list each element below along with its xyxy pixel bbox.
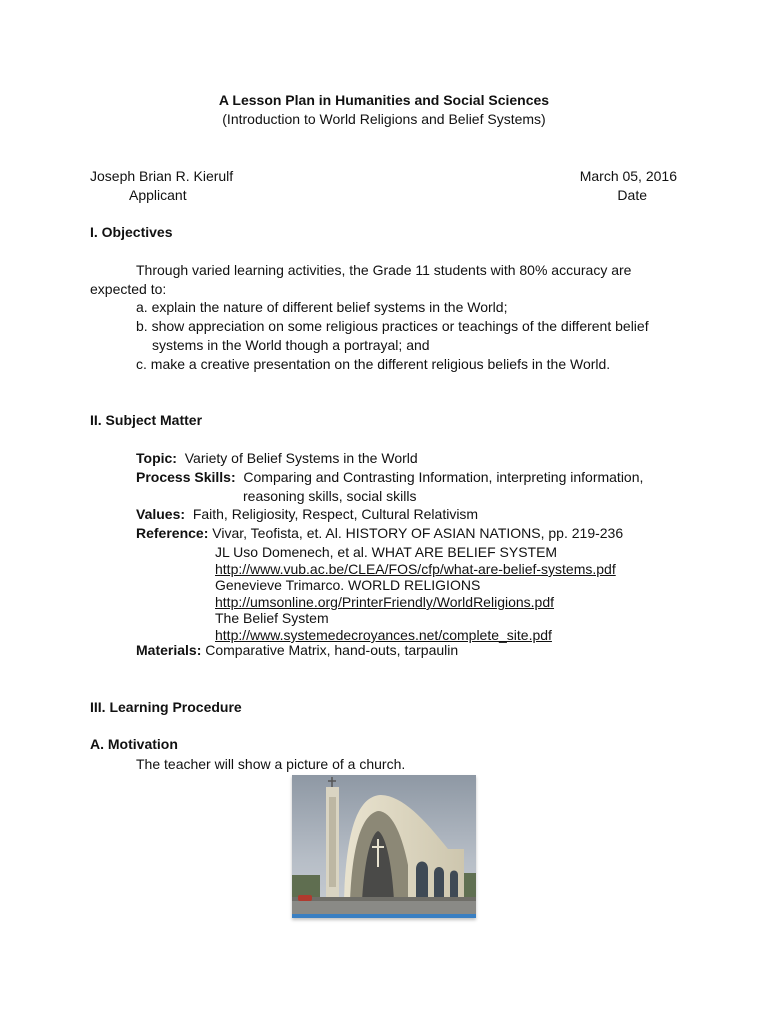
materials-value: Comparative Matrix, hand-outs, tarpaulin [205, 642, 459, 658]
objective-item-b-line-1: b. show appreciation on some religious practices or teachings of the different belief [136, 318, 649, 334]
church-photo [292, 775, 476, 918]
reference-4-link[interactable]: http://www.systemedecroyances.net/complete_site.pdf [215, 627, 552, 643]
values-value: Faith, Religiosity, Respect, Cultural Relativism [192, 506, 479, 522]
reference-2-link[interactable]: http://www.vub.ac.be/CLEA/FOS/cfp/what-are-belief-systems.pdf [215, 561, 616, 577]
lesson-date: March 05, 2016 [579, 168, 677, 184]
objectives-intro-line-2: expected to: [90, 281, 167, 297]
learning-procedure-heading: III. Learning Procedure [90, 699, 242, 715]
values-label: Values: [136, 506, 186, 522]
objective-item-b-line-2: systems in the World though a portrayal; and [152, 337, 430, 353]
reference-4: The Belief System [215, 610, 329, 626]
process-skills-label: Process Skills: [136, 469, 236, 485]
document-title: A Lesson Plan in Humanities and Social Sciences [218, 92, 550, 108]
objectives-intro-line-1: Through varied learning activities, the Grade 11 students with 80% accuracy are [136, 262, 632, 278]
objectives-heading: I. Objectives [90, 224, 173, 240]
objective-item-c: c. make a creative presentation on the different religious beliefs in the World. [136, 356, 611, 372]
date-caption: Date [617, 187, 647, 203]
reference-3: Genevieve Trimarco. WORLD RELIGIONS [215, 577, 481, 593]
materials-label: Materials: [136, 642, 202, 658]
reference-2: JL Uso Domenech, et al. WHAT ARE BELIEF SYSTEM [215, 544, 558, 560]
applicant-name: Joseph Brian R. Kierulf [90, 168, 234, 184]
reference-3-link[interactable]: http://umsonline.org/PrinterFriendly/WorldReligions.pdf [215, 594, 555, 610]
process-skills-line [136, 469, 643, 486]
reference-line [136, 525, 623, 542]
values-line [136, 506, 478, 523]
motivation-heading: A. Motivation [90, 736, 178, 752]
reference-1: Vivar, Teofista, et. Al. HISTORY OF ASIAN NATIONS, pp. 219-236 [212, 525, 624, 541]
topic-label: Topic: [136, 450, 177, 466]
topic-value: Variety of Belief Systems in the World [184, 450, 418, 466]
church-photo-drawing [292, 775, 476, 918]
subject-matter-heading: II. Subject Matter [90, 412, 203, 428]
document-subtitle: (Introduction to World Religions and Belief Systems) [222, 111, 546, 127]
reference-label: Reference: [136, 525, 209, 541]
process-skills-value-line-2: reasoning skills, social skills [243, 488, 417, 504]
topic-line [136, 450, 418, 467]
materials-line [136, 642, 458, 659]
process-skills-value: Comparing and Contrasting Information, interpreting information, [243, 469, 644, 485]
objective-item-a: a. explain the nature of different belief systems in the World; [136, 299, 508, 315]
applicant-caption: Applicant [129, 187, 187, 203]
motivation-text: The teacher will show a picture of a church. [136, 756, 406, 772]
